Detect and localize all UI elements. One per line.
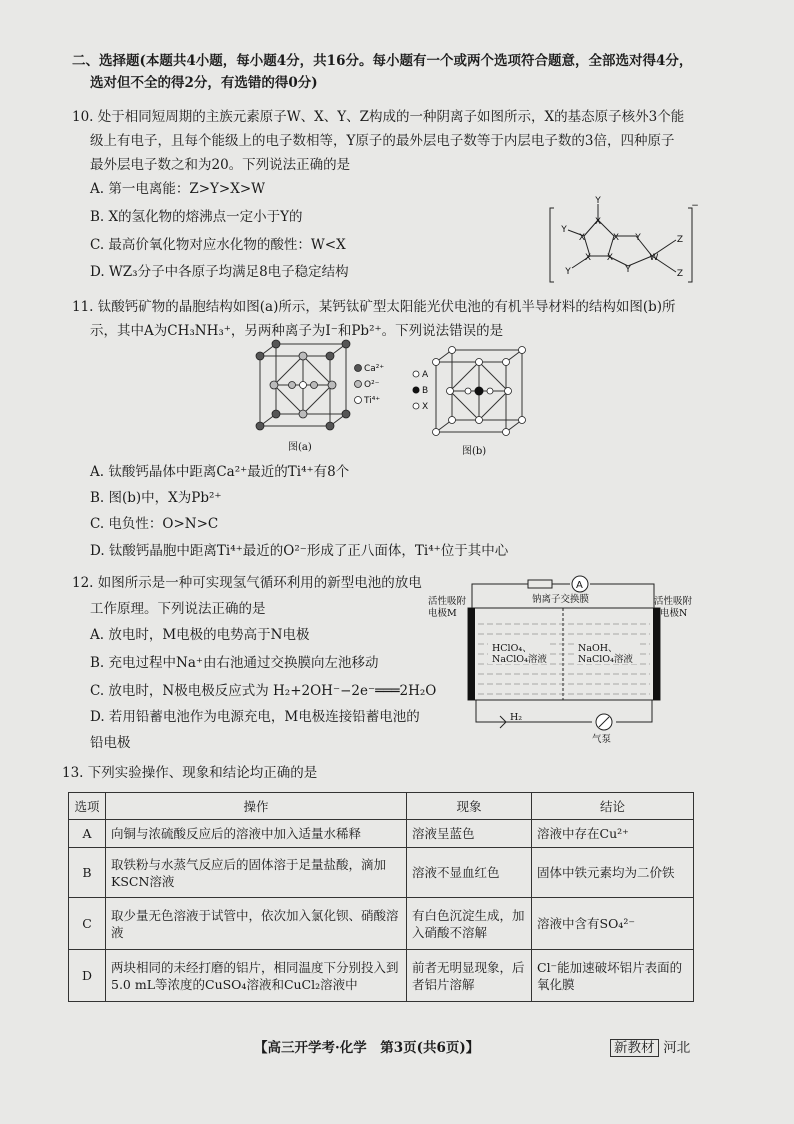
header-operation: 操作 [106,793,407,820]
fig-b-caption: 图(b) [462,446,487,457]
q10-option-a: A. 第一电离能：Z>Y>X>W [90,181,266,197]
pump-label: 气泵 [592,734,612,745]
row-b-option: B [69,848,106,898]
legend-b-x: X [422,402,429,412]
q11-stem-line1: 11. 钛酸钙矿物的晶胞结构如图(a)所示，某钙钛矿型太阳能光伏电池的有机半导材料的结构如图(b)所 [72,299,676,315]
row-b-operation: 取铁粉与水蒸气反应后的固体溶于足量盐酸，滴加KSCN溶液 [106,848,407,898]
table-row [69,848,694,898]
row-b-phenomenon: 溶液不显血红色 [407,848,532,898]
table-header-row [69,793,694,820]
q13-stem: 13. 下列实验操作、现象和结论均正确的是 [62,765,318,781]
atom-y-right2: Y [625,265,631,275]
q13-table [68,792,694,1002]
q11-figure-a [240,338,400,458]
electrode-n-label1: 活性吸附 [654,596,693,607]
table-row [69,950,694,1002]
atom-x-3: X [612,233,620,243]
q12-battery-diagram [424,570,700,766]
q10-stem-line3: 最外层电子数之和为20。下列说法正确的是 [90,157,351,173]
section-heading-line1: 二、选择题(本题共4小题，每小题4分，共16分。每小题有一个或两个选项符合题意，全部选对得4分， [72,53,693,69]
legend-b-b: B [422,386,429,396]
row-a-operation: 向铜与浓硫酸反应后的溶液中加入适量水稀释 [106,820,407,848]
legend-a-ca: Ca²⁺ [364,364,385,374]
q11-option-b: B. 图(b)中，X为Pb²⁺ [90,490,222,506]
left-solution-1: HClO₄、 [492,643,532,654]
q12-stem-line2: 工作原理。下列说法正确的是 [90,601,266,617]
left-solution-2: NaClO₄溶液 [492,654,547,665]
section-heading-line2: 选对但不全的得2分，有选错的得0分) [90,75,318,91]
atom-y-left: Y [561,225,567,235]
q10-option-b: B. X的氢化物的熔沸点一定小于Y的 [90,209,303,225]
q11-option-c: C. 电负性：O>N>C [90,516,219,532]
membrane-label: 钠离子交换膜 [532,594,590,605]
row-c-phenomenon: 有白色沉淀生成，加入硝酸不溶解 [407,898,532,950]
header-phenomenon: 现象 [407,793,532,820]
right-solution-2: NaClO₄溶液 [578,654,633,665]
atom-x-4: X [584,253,592,263]
table-row [69,820,694,848]
q12-option-d-line2: 铅电极 [90,735,131,751]
q12-option-a: A. 放电时，M电极的电势高于N电极 [90,627,310,643]
q12-option-d-line1: D. 若用铅蓄电池作为电源充电，M电极连接铅蓄电池的 [90,709,420,725]
fig-a-caption: 图(a) [288,442,312,453]
row-a-conclusion: 溶液中存在Cu²⁺ [532,820,694,848]
q10-option-c: C. 最高价氧化物对应水化物的酸性：W<X [90,237,346,253]
table-row [69,898,694,950]
atom-z-2: Z [676,269,684,279]
row-d-option: D [69,950,106,1002]
row-c-option: C [69,898,106,950]
ammeter-label: A [576,580,583,591]
atom-y-top: Y [595,196,601,206]
row-c-operation: 取少量无色溶液于试管中，依次加入氯化钡、硝酸溶液 [106,898,407,950]
q12-option-b: B. 充电过程中Na⁺由右池通过交换膜向左池移动 [90,655,379,671]
q10-anion-structure [548,196,698,288]
q11-option-d: D. 钛酸钙晶胞中距离Ti⁴⁺最近的O²⁻形成了正八面体，Ti⁴⁺位于其中心 [90,543,509,559]
row-a-phenomenon: 溶液呈蓝色 [407,820,532,848]
row-d-operation: 两块相同的未经打磨的铝片，相同温度下分别投入到5.0 mL等浓度的CuSO₄溶液和CuCl₂溶液中 [106,950,407,1002]
atom-y-bottom: Y [565,267,571,277]
electrode-n-label2: 电极N [660,608,688,619]
legend-a-ti: Ti⁴⁺ [364,396,381,406]
q10-stem-line1: 10. 处于相同短周期的主族元素原子W、X、Y、Z构成的一种阴离子如图所示，X的基态原子核外3个能 [72,109,685,125]
page-footer-title: 【高三开学考·化学 第3页(共6页)】 [254,1040,480,1056]
atom-w: W [649,253,659,263]
q11-option-a: A. 钛酸钙晶体中距离Ca²⁺最近的Ti⁴⁺有8个 [90,464,350,480]
header-conclusion: 结论 [532,793,694,820]
q10-option-d: D. WZ₃分子中各原子均满足8电子稳定结构 [90,264,349,280]
q11-stem-line2: 示，其中A为CH₃NH₃⁺，另两种离子为I⁻和Pb²⁺。下列说法错误的是 [90,323,504,339]
electrode-m-label2: 电极M [428,608,457,619]
header-option: 选项 [69,793,106,820]
row-d-phenomenon: 前者无明显现象，后者铝片溶解 [407,950,532,1002]
row-a-option: A [69,820,106,848]
q12-option-c: C. 放电时，N极电极反应式为 H₂+2OH⁻−2e⁻═══2H₂O [90,683,437,699]
h2-label: H₂ [510,712,523,723]
atom-z-1: Z [676,235,684,245]
atom-x-2: X [578,233,586,243]
footer-tags [610,1036,690,1056]
legend-a-o: O²⁻ [364,380,380,390]
atom-x-1: X [594,217,602,227]
row-c-conclusion: 溶液中含有SO₄²⁻ [532,898,694,950]
electrode-m-label1: 活性吸附 [428,596,467,607]
legend-b-a: A [422,370,429,380]
right-solution-1: NaOH、 [578,643,618,654]
region-label: 河北 [663,1040,691,1056]
q11-figure-b-legend [410,368,442,416]
new-textbook-badge: 新教材 [610,1039,659,1057]
q10-stem-line2: 级上有电子，且每个能级上的电子数相等，Y原子的最外层电子数等于内层电子数的3倍，四种原子 [90,133,675,149]
row-d-conclusion: Cl⁻能加速破坏铝片表面的氧化膜 [532,950,694,1002]
atom-x-5: X [606,253,614,263]
anion-charge: − [691,201,699,211]
q12-stem-line1: 12. 如图所示是一种可实现氢气循环利用的新型电池的放电 [72,575,422,591]
atom-y-right1: Y [635,233,641,243]
row-b-conclusion: 固体中铁元素均为二价铁 [532,848,694,898]
